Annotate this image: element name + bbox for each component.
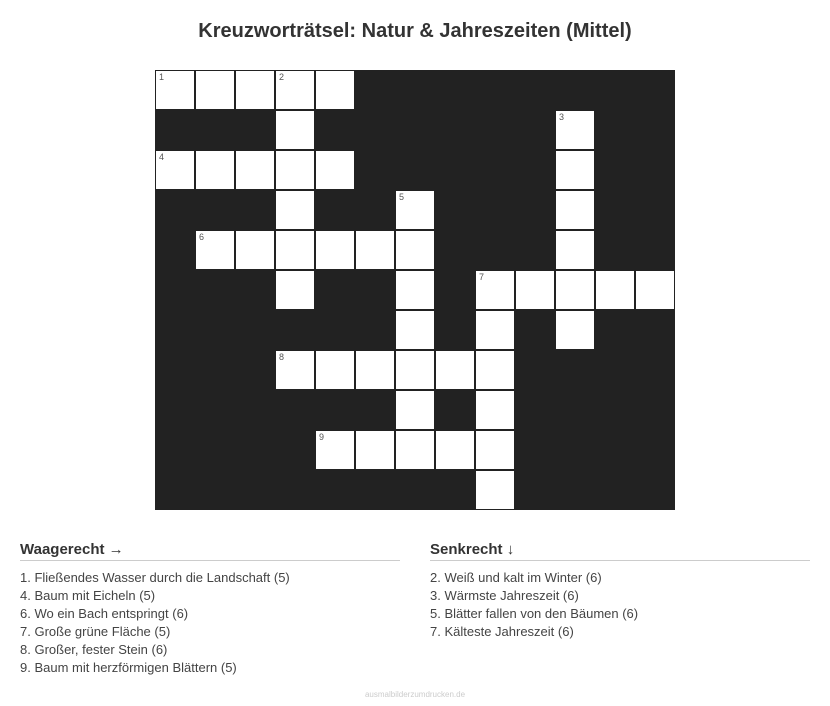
clue-number: 2 [279, 72, 285, 82]
crossword-cell[interactable] [395, 430, 435, 470]
crossword-cell[interactable] [555, 150, 595, 190]
clue-number: 1 [159, 72, 165, 82]
across-clue: 1. Fließendes Wasser durch die Landschaft (5) [20, 570, 290, 585]
crossword-cell[interactable] [195, 70, 235, 110]
across-clue: 7. Große grüne Fläche (5) [20, 624, 171, 639]
crossword-cell[interactable] [275, 270, 315, 310]
clue-number: 6 [199, 232, 205, 242]
crossword-cell[interactable] [275, 230, 315, 270]
crossword-cell[interactable] [315, 150, 355, 190]
across-clue: 8. Großer, fester Stein (6) [20, 642, 168, 657]
across-clue: 9. Baum mit herzförmigen Blättern (5) [20, 660, 237, 675]
crossword-cell[interactable] [555, 110, 595, 150]
crossword-cell[interactable] [395, 350, 435, 390]
crossword-cell[interactable] [475, 350, 515, 390]
crossword-cell[interactable] [275, 190, 315, 230]
down-clue-list [430, 569, 810, 641]
across-heading-label: Waagerecht [20, 541, 105, 558]
down-heading [430, 541, 810, 561]
clue-number: 3 [559, 112, 565, 122]
clue-number: 8 [279, 352, 285, 362]
clue-number: 5 [399, 192, 405, 202]
crossword-cell[interactable] [275, 70, 315, 110]
crossword-cell[interactable] [555, 270, 595, 310]
clue-number: 7 [479, 272, 485, 282]
crossword-cell[interactable] [475, 270, 515, 310]
across-clue-list [20, 569, 400, 677]
crossword-cell[interactable] [555, 190, 595, 230]
crossword-cell[interactable] [275, 110, 315, 150]
crossword-cell[interactable] [315, 430, 355, 470]
clue-number: 4 [159, 152, 165, 162]
crossword-cell[interactable] [195, 150, 235, 190]
down-clues-section [430, 541, 810, 641]
crossword-cell[interactable] [315, 70, 355, 110]
crossword-cell[interactable] [555, 230, 595, 270]
crossword-cell[interactable] [315, 350, 355, 390]
crossword-cell[interactable] [475, 310, 515, 350]
crossword-cell[interactable] [355, 430, 395, 470]
crossword-cell[interactable] [235, 70, 275, 110]
down-clue: 3. Wärmste Jahreszeit (6) [430, 588, 579, 603]
crossword-cell[interactable] [595, 270, 635, 310]
across-heading [20, 541, 400, 561]
clue-number: 9 [319, 432, 325, 442]
down-clue: 7. Kälteste Jahreszeit (6) [430, 624, 574, 639]
puzzle-title: Kreuzworträtsel: Natur & Jahreszeiten (Mittel) [198, 20, 632, 42]
across-clue: 4. Baum mit Eicheln (5) [20, 588, 156, 603]
across-clues-section [20, 541, 400, 677]
crossword-cell[interactable] [395, 390, 435, 430]
crossword-cell[interactable] [315, 230, 355, 270]
crossword-cell[interactable] [475, 390, 515, 430]
crossword-cell[interactable] [395, 310, 435, 350]
crossword-cell[interactable] [155, 70, 195, 110]
crossword-cell[interactable] [355, 350, 395, 390]
crossword-grid [155, 70, 675, 510]
footer-source: ausmalbilderzumdrucken.de [364, 690, 466, 699]
crossword-cell[interactable] [475, 430, 515, 470]
crossword-cell[interactable] [635, 270, 675, 310]
crossword-cell[interactable] [395, 270, 435, 310]
crossword-cell[interactable] [275, 150, 315, 190]
crossword-cell[interactable] [235, 230, 275, 270]
across-clue: 6. Wo ein Bach entspringt (6) [20, 606, 189, 621]
down-heading-label: Senkrecht [430, 541, 503, 558]
crossword-cell[interactable] [395, 230, 435, 270]
crossword-cell[interactable] [275, 350, 315, 390]
crossword-cell[interactable] [155, 150, 195, 190]
crossword-cell[interactable] [515, 270, 555, 310]
down-arrow-icon: ↓ [506, 541, 515, 558]
crossword-cell[interactable] [355, 230, 395, 270]
down-clue: 2. Weiß und kalt im Winter (6) [430, 570, 602, 585]
crossword-cell[interactable] [435, 430, 475, 470]
crossword-cell[interactable] [235, 150, 275, 190]
right-arrow-icon: → [108, 541, 124, 558]
crossword-cell[interactable] [555, 310, 595, 350]
crossword-cell[interactable] [195, 230, 235, 270]
crossword-cell[interactable] [475, 470, 515, 510]
down-clue: 5. Blätter fallen von den Bäumen (6) [430, 606, 639, 621]
crossword-cell[interactable] [435, 350, 475, 390]
crossword-cell[interactable] [395, 190, 435, 230]
